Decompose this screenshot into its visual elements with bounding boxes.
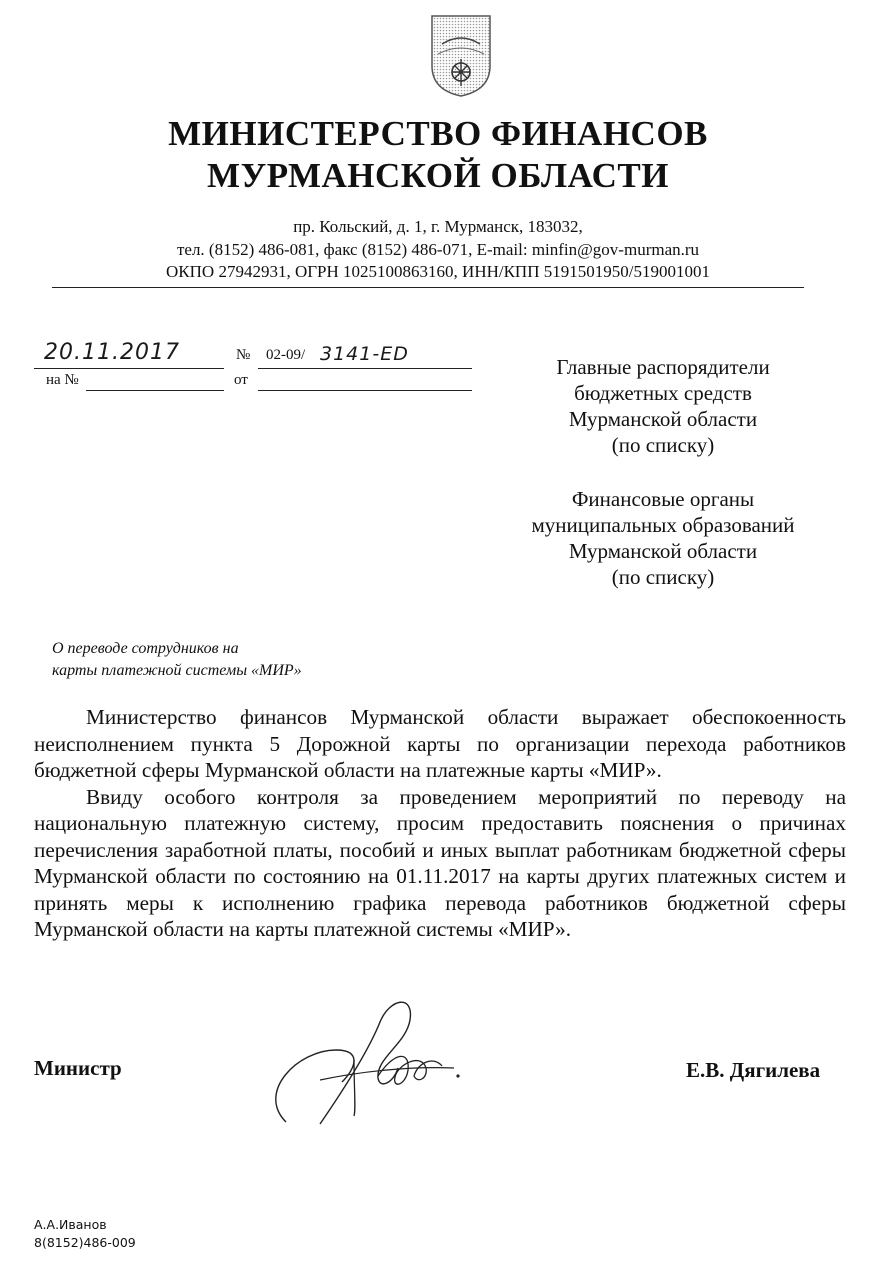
addressee-2-line: муниципальных образований [531, 513, 795, 537]
ref-underline [86, 390, 224, 391]
addressee-2-line: Мурманской области [568, 539, 758, 563]
from-underline [258, 390, 472, 391]
signatory-name: Е.В. Дягилева [686, 1058, 821, 1082]
subject-line-1: О переводе сотрудников на [52, 640, 239, 657]
from-label: от [234, 372, 248, 388]
executor-info [34, 1216, 136, 1252]
signatory-position: Министр [34, 1056, 122, 1080]
executor-phone: 8(8152)486-009 [34, 1235, 136, 1250]
addressee-1-line: Мурманской области [568, 407, 758, 431]
coat-of-arms-emblem [430, 14, 492, 98]
addressee-2-line: Финансовые органы [571, 487, 755, 511]
executor-name: А.А.Иванов [34, 1217, 107, 1232]
date-underline [34, 368, 224, 369]
contacts-line: тел. (8152) 486-081, факс (8152) 486-071, E-mail: minfin@gov-murman.ru [176, 240, 700, 259]
letter-body [34, 704, 846, 943]
body-paragraph-1: Министерство финансов Мурманской области выражает обеспокоенность неисполнением пункта 5 Дорожной карты по организации перехода работников бюджетной сферы Мурманской области на платежные карты «МИР». [34, 705, 846, 782]
addressee-block-2 [500, 486, 826, 590]
subject-line-2: карты платежной системы «МИР» [52, 662, 302, 679]
subject-heading [52, 638, 302, 682]
handwritten-number: 3141-ED [320, 343, 409, 365]
number-prefix: 02-09/ [266, 347, 306, 363]
address-line: пр. Кольский, д. 1, г. Мурманск, 183032, [293, 217, 583, 236]
codes-line: ОКПО 27942931, ОГРН 1025100863160, ИНН/КПП 5191501950/519001001 [166, 262, 710, 281]
addressee-block-1 [500, 354, 826, 458]
number-label: № [236, 347, 251, 363]
addressee-2-line: (по списку) [611, 565, 715, 589]
ministry-title-line1: МИНИСТЕРСТВО ФИНАНСОВ [168, 114, 708, 153]
ministry-title-line2: МУРМАНСКОЙ ОБЛАСТИ [207, 156, 669, 195]
handwritten-signature [258, 992, 478, 1132]
number-underline [258, 368, 472, 369]
addressee-1-line: бюджетных средств [574, 381, 752, 405]
ref-label: на № [46, 372, 79, 388]
addressee-1-line: Главные распорядители [556, 355, 770, 379]
handwritten-date: 20.11.2017 [44, 340, 180, 365]
addressee-1-line: (по списку) [611, 433, 715, 457]
header-divider [52, 287, 804, 288]
body-paragraph-2: Ввиду особого контроля за проведением мероприятий по переводу на национальную платежную систему, просим предоставить пояснения о причинах перечисления заработной платы, пособий и иных выплат работникам бюджетной сферы Мурманской области по состоянию на 01.11.2017 на карты других платежных систем и принять меры к исполнению графика перевода работников бюджетной сферы Мурманской области на карты платежной системы «МИР». [34, 784, 846, 941]
